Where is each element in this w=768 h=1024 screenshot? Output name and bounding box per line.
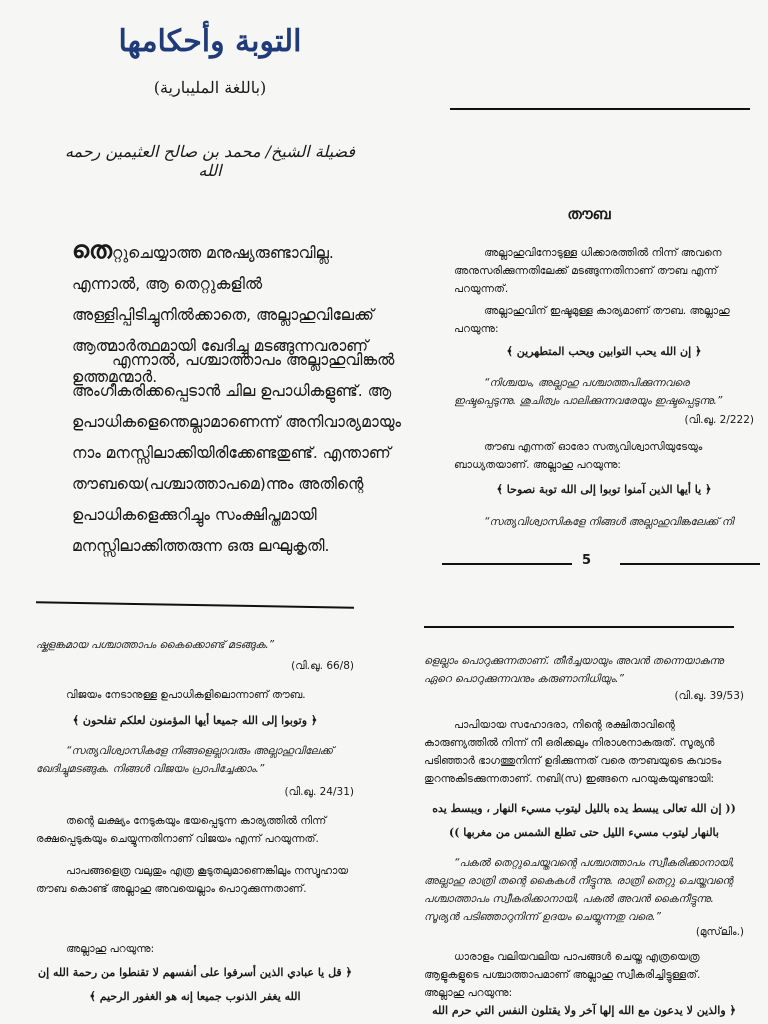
verse-reference: (വി.ഖു. 24/31) xyxy=(284,786,354,798)
paragraph: വിജയം നേടാനുള്ള ഉപാധികളിലൊന്നാണ് തൗബ. xyxy=(66,689,306,701)
verse-reference: (വി.ഖു. 39/53) xyxy=(674,690,744,702)
cover-panel xyxy=(0,0,410,600)
quran-verse: ﴿ يا أيها الذين آمنوا توبوا إلى الله توبة نصوحا ﴾ xyxy=(496,483,712,496)
page-6-panel xyxy=(0,600,380,1024)
paragraph: ധാരാളം വലിയവലിയ പാപങ്ങൾ ചെയ്ത എത്രയെത്ര ആളുകളുടെ പശ്ചാത്താപമാണ് അല്ലാഹു സ്വീകരിച്ചിട്ടുള്ളത്. അല്ലാഹു പറയുന്നു: xyxy=(424,951,701,999)
verse-reference: (വി.ഖു. 2/222) xyxy=(684,414,754,426)
top-rule xyxy=(450,108,750,110)
arabic-title: التوبة وأحكامها xyxy=(118,24,302,59)
quran-verse: ﴿ قل يا عبادي الذين أسرفوا على أنفسهم لا تقنطوا من رحمة الله إن xyxy=(38,966,352,979)
verse-translation: “സത്യവിശ്വാസികളേ നിങ്ങളെല്ലാവരും അല്ലാഹുവിലേക്ക് ഖേദിച്ചുമടങ്ങുക. നിങ്ങൾ വിജയം പ്രാപിച്ചേക്കാം.” xyxy=(36,745,334,775)
paragraph: തൗബ എന്നത് ഓരോ സത്യവിശ്വാസിയുടേയും ബാധ്യതയാണ്. അല്ലാഹു പറയുന്നു: xyxy=(454,441,703,471)
paragraph: അല്ലാഹു പറയുന്നു: xyxy=(66,943,155,955)
intro-dropcap: തെ xyxy=(72,236,113,264)
quran-verse: ﴿ وتوبوا إلى الله جميعا أيها المؤمنون لعلكم تفلحون ﴾ xyxy=(72,714,318,727)
quran-verse: ﴿ إن الله يحب التوابين ويحب المتطهرين ﴾ xyxy=(506,345,702,358)
hadith-text: (( إن الله تعالى يبسط يده بالليل ليتوب مسيء النهار ، ويبسط يده xyxy=(432,802,736,815)
verse-translation: ളെല്ലാം പൊറുക്കുന്നതാണ്. തീർച്ചയായും അവൻ തന്നെയാകുന്നു ഏറെ പൊറുക്കുന്നവനും കരുണാനിധിയും.” xyxy=(424,655,724,685)
hadith-reference: (മുസ്‌ലിം.) xyxy=(695,926,744,938)
quran-verse: ﴿ والذين لا يدعون مع الله إلها آخر ولا يقتلون النفس التي حرم الله xyxy=(432,1004,736,1017)
top-rule xyxy=(36,601,354,609)
arabic-subtitle: (باللغة المليبارية) xyxy=(153,78,267,97)
footer-rule-left xyxy=(442,563,572,565)
section-title: തൗബ xyxy=(567,205,611,223)
verse-reference: (വി.ഖു. 66/8) xyxy=(291,660,354,672)
paragraph: പാപിയായ സഹോദരാ, നിന്റെ രക്ഷിതാവിന്റെ കാരുണ്യത്തിൽ നിന്ന് നീ ഒരിക്കലും നിരാശനാകരുത്. സൂര്യൻ പടിഞ്ഞാർ ഭാഗത്തുനിന്ന് ഉദിക്കുന്നത് വരെ തൗബയുടെ കവാടം തുറന്നുകിടക്കുന്നതാണ്. നബി(സ) ഇങ്ങനെ പറയുകയുണ്ടായി: xyxy=(424,719,722,785)
paragraph: അല്ലാഹുവിനോടുള്ള ധിക്കാരത്തിൽ നിന്ന് അവനെ അനുസരിക്കുന്നതിലേക്ക് മടങ്ങുന്നതിനാണ് തൗബ എന്ന് പറയുന്നത്. xyxy=(454,247,722,295)
page-number: 5 xyxy=(582,553,592,568)
intro-text-2: എന്നാൽ, പശ്ചാത്താപം അല്ലാഹുവിങ്കൽ അംഗീകരിക്കപ്പെടാൻ ചില ഉപാധികളുണ്ട്. ആ ഉപാധികളെന്തെല്ലാമാണെന്ന് അനിവാര്യമായും നാം മനസ്സിലാക്കിയിരിക്കേണ്ടതുണ്ട്. എന്താണ് തൗബയെ(പശ്ചാത്താപമെ)ന്നും അതിന്റെ ഉപാധികളെക്കുറിച്ചും സംക്ഷിപ്തമായി മനസ്സിലാക്കിത്തരുന്ന ഒരു ലഘുകൃതി. xyxy=(72,351,402,555)
top-rule xyxy=(424,626,734,628)
quran-verse: الله يغفر الذنوب جميعا إنه هو الغفور الرحيم ﴾ xyxy=(89,990,301,1003)
hadith-text: بالنهار ليتوب مسيء الليل حتى تطلع الشمس من مغربها )) xyxy=(449,826,719,839)
page-7-panel xyxy=(380,600,768,1024)
footer-rule-right xyxy=(620,563,760,565)
paragraph: അല്ലാഹുവിന് ഇഷ്ടമുള്ള കാര്യമാണ് തൗബ. അല്ലാഹു പറയുന്നു: xyxy=(454,305,730,335)
paragraph: പാപങ്ങളെത്ര വലുതും എത്ര കൂടുതലുമാണെങ്കിലും നസ്വൂഹായ തൗബ കൊണ്ട് അല്ലാഹു അവയെല്ലാം പൊറുക്കുന്നതാണ്. xyxy=(36,865,349,895)
author-line: فضيلة الشيخ/ محمد بن صالح العثيمين رحمه الله xyxy=(64,142,356,180)
verse-translation: “നിശ്ചയം, അല്ലാഹു പശ്ചാത്തപിക്കുന്നവരെ ഇഷ്ടപ്പെടുന്നു. ശുചിത്വം പാലിക്കുന്നവരേയും ഇഷ്ടപ്പെടുന്നു.” xyxy=(454,377,723,407)
verse-translation: ഷ്കളങ്കമായ പശ്ചാത്താപം കൈക്കൊണ്ട് മടങ്ങുക.” xyxy=(36,639,275,651)
intro-text-1: റ്റുചെയ്യാത്ത മനുഷ്യരുണ്ടാവില്ല. എന്നാൽ, ആ തെറ്റുകളിൽ അള്ളിപ്പിടിച്ചുനിൽക്കാതെ, അല്ലാഹുവിലേക്ക് ആത്മാർത്ഥമായി ഖേദിച്ചു മടങ്ങുന്നവരാണ് ഉത്തമന്മാർ. xyxy=(72,244,374,386)
hadith-translation: “പകൽ തെറ്റുചെയ്തവന്റെ പശ്ചാത്താപം സ്വീകരിക്കാനായി, അല്ലാഹു രാത്രി തന്റെ കൈകൾ നീട്ടുന്നു. രാത്രി തെറ്റു ചെയ്തവന്റെ പശ്ചാത്താപം സ്വീകരിക്കാനായി, പകൽ അവൻ കൈനീട്ടുന്നു. സൂര്യൻ പടിഞ്ഞാറുനിന്ന് ഉദയം ചെയ്യുന്നതു വരെ.” xyxy=(424,857,735,923)
page-5-panel xyxy=(410,0,768,600)
paragraph: തന്റെ ലക്ഷ്യം നേടുകയും ഭയപ്പെടുന്ന കാര്യത്തിൽ നിന്ന് രക്ഷപ്പെടുകയും ചെയ്യുന്നതിനാണ് വിജയം എന്ന് പറയുന്നത്. xyxy=(36,815,327,845)
intro-paragraph-2 xyxy=(72,345,402,562)
verse-translation: “സത്യവിശ്വാസികളേ നിങ്ങൾ അല്ലാഹുവിങ്കലേക്ക് നി xyxy=(484,516,734,528)
